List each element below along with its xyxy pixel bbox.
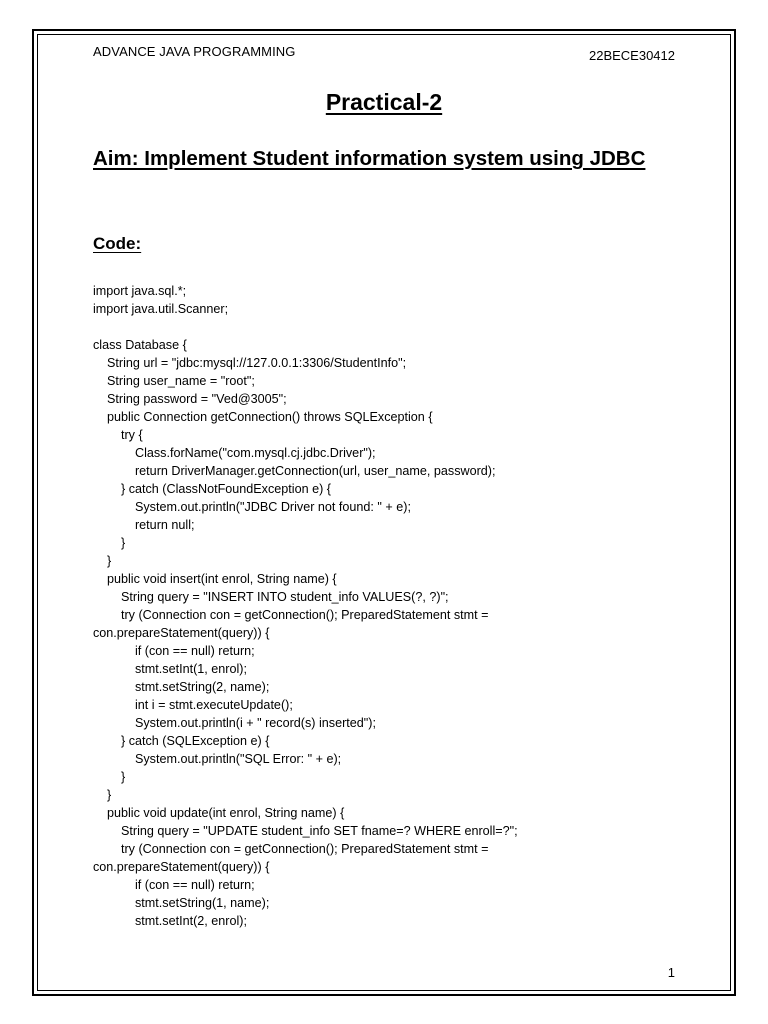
header-enrollment-number: 22BECE30412 — [588, 48, 675, 63]
code-block — [93, 282, 683, 930]
code-line: try (Connection con = getConnection(); PreparedStatement stmt = — [93, 842, 489, 856]
code-line: import java.util.Scanner; — [93, 302, 229, 316]
code-line: return DriverManager.getConnection(url, user_name, password); — [93, 464, 496, 478]
code-line: if (con == null) return; — [93, 878, 255, 892]
code-heading: Code: — [93, 234, 142, 253]
code-line: con.prepareStatement(query)) { — [93, 626, 270, 640]
code-line: String query = "INSERT INTO student_info VALUES(?, ?)"; — [93, 590, 449, 604]
practical-title: Practical-2 — [325, 89, 443, 115]
code-line: } — [93, 770, 126, 784]
code-line: String query = "UPDATE student_info SET fname=? WHERE enroll=?"; — [93, 824, 518, 838]
code-line: import java.sql.*; — [93, 284, 187, 298]
code-line: public void insert(int enrol, String name) { — [93, 572, 337, 586]
code-line: public Connection getConnection() throws SQLException { — [93, 410, 433, 424]
code-line: System.out.println("JDBC Driver not found: " + e); — [93, 500, 411, 514]
code-line: try { — [93, 428, 143, 442]
code-line: int i = stmt.executeUpdate(); — [93, 698, 293, 712]
code-line: System.out.println("SQL Error: " + e); — [93, 752, 342, 766]
code-line: try (Connection con = getConnection(); PreparedStatement stmt = — [93, 608, 489, 622]
code-line: } catch (SQLException e) { — [93, 734, 270, 748]
code-line: stmt.setInt(1, enrol); — [93, 662, 247, 676]
code-line: stmt.setString(2, name); — [93, 680, 270, 694]
header-course-name: ADVANCE JAVA PROGRAMMING — [93, 44, 296, 59]
code-line: con.prepareStatement(query)) { — [93, 860, 270, 874]
code-line: String password = "Ved@3005"; — [93, 392, 287, 406]
code-line: Class.forName("com.mysql.cj.jdbc.Driver"); — [93, 446, 376, 460]
code-line: } — [93, 554, 112, 568]
code-line: } catch (ClassNotFoundException e) { — [93, 482, 331, 496]
code-line: String user_name = "root"; — [93, 374, 255, 388]
practical-title-container — [0, 89, 768, 116]
code-line: class Database { — [93, 338, 187, 352]
code-line: public void update(int enrol, String name) { — [93, 806, 345, 820]
page-number: 1 — [667, 965, 675, 980]
code-line: if (con == null) return; — [93, 644, 255, 658]
code-line: stmt.setInt(2, enrol); — [93, 914, 247, 928]
code-line: return null; — [93, 518, 195, 532]
code-line: System.out.println(i + " record(s) inserted"); — [93, 716, 376, 730]
code-line: stmt.setString(1, name); — [93, 896, 270, 910]
aim-heading: Aim: Implement Student information system using JDBC — [93, 147, 646, 170]
code-line: String url = "jdbc:mysql://127.0.0.1:3306/StudentInfo"; — [93, 356, 407, 370]
code-line: } — [93, 788, 112, 802]
code-line: } — [93, 536, 126, 550]
